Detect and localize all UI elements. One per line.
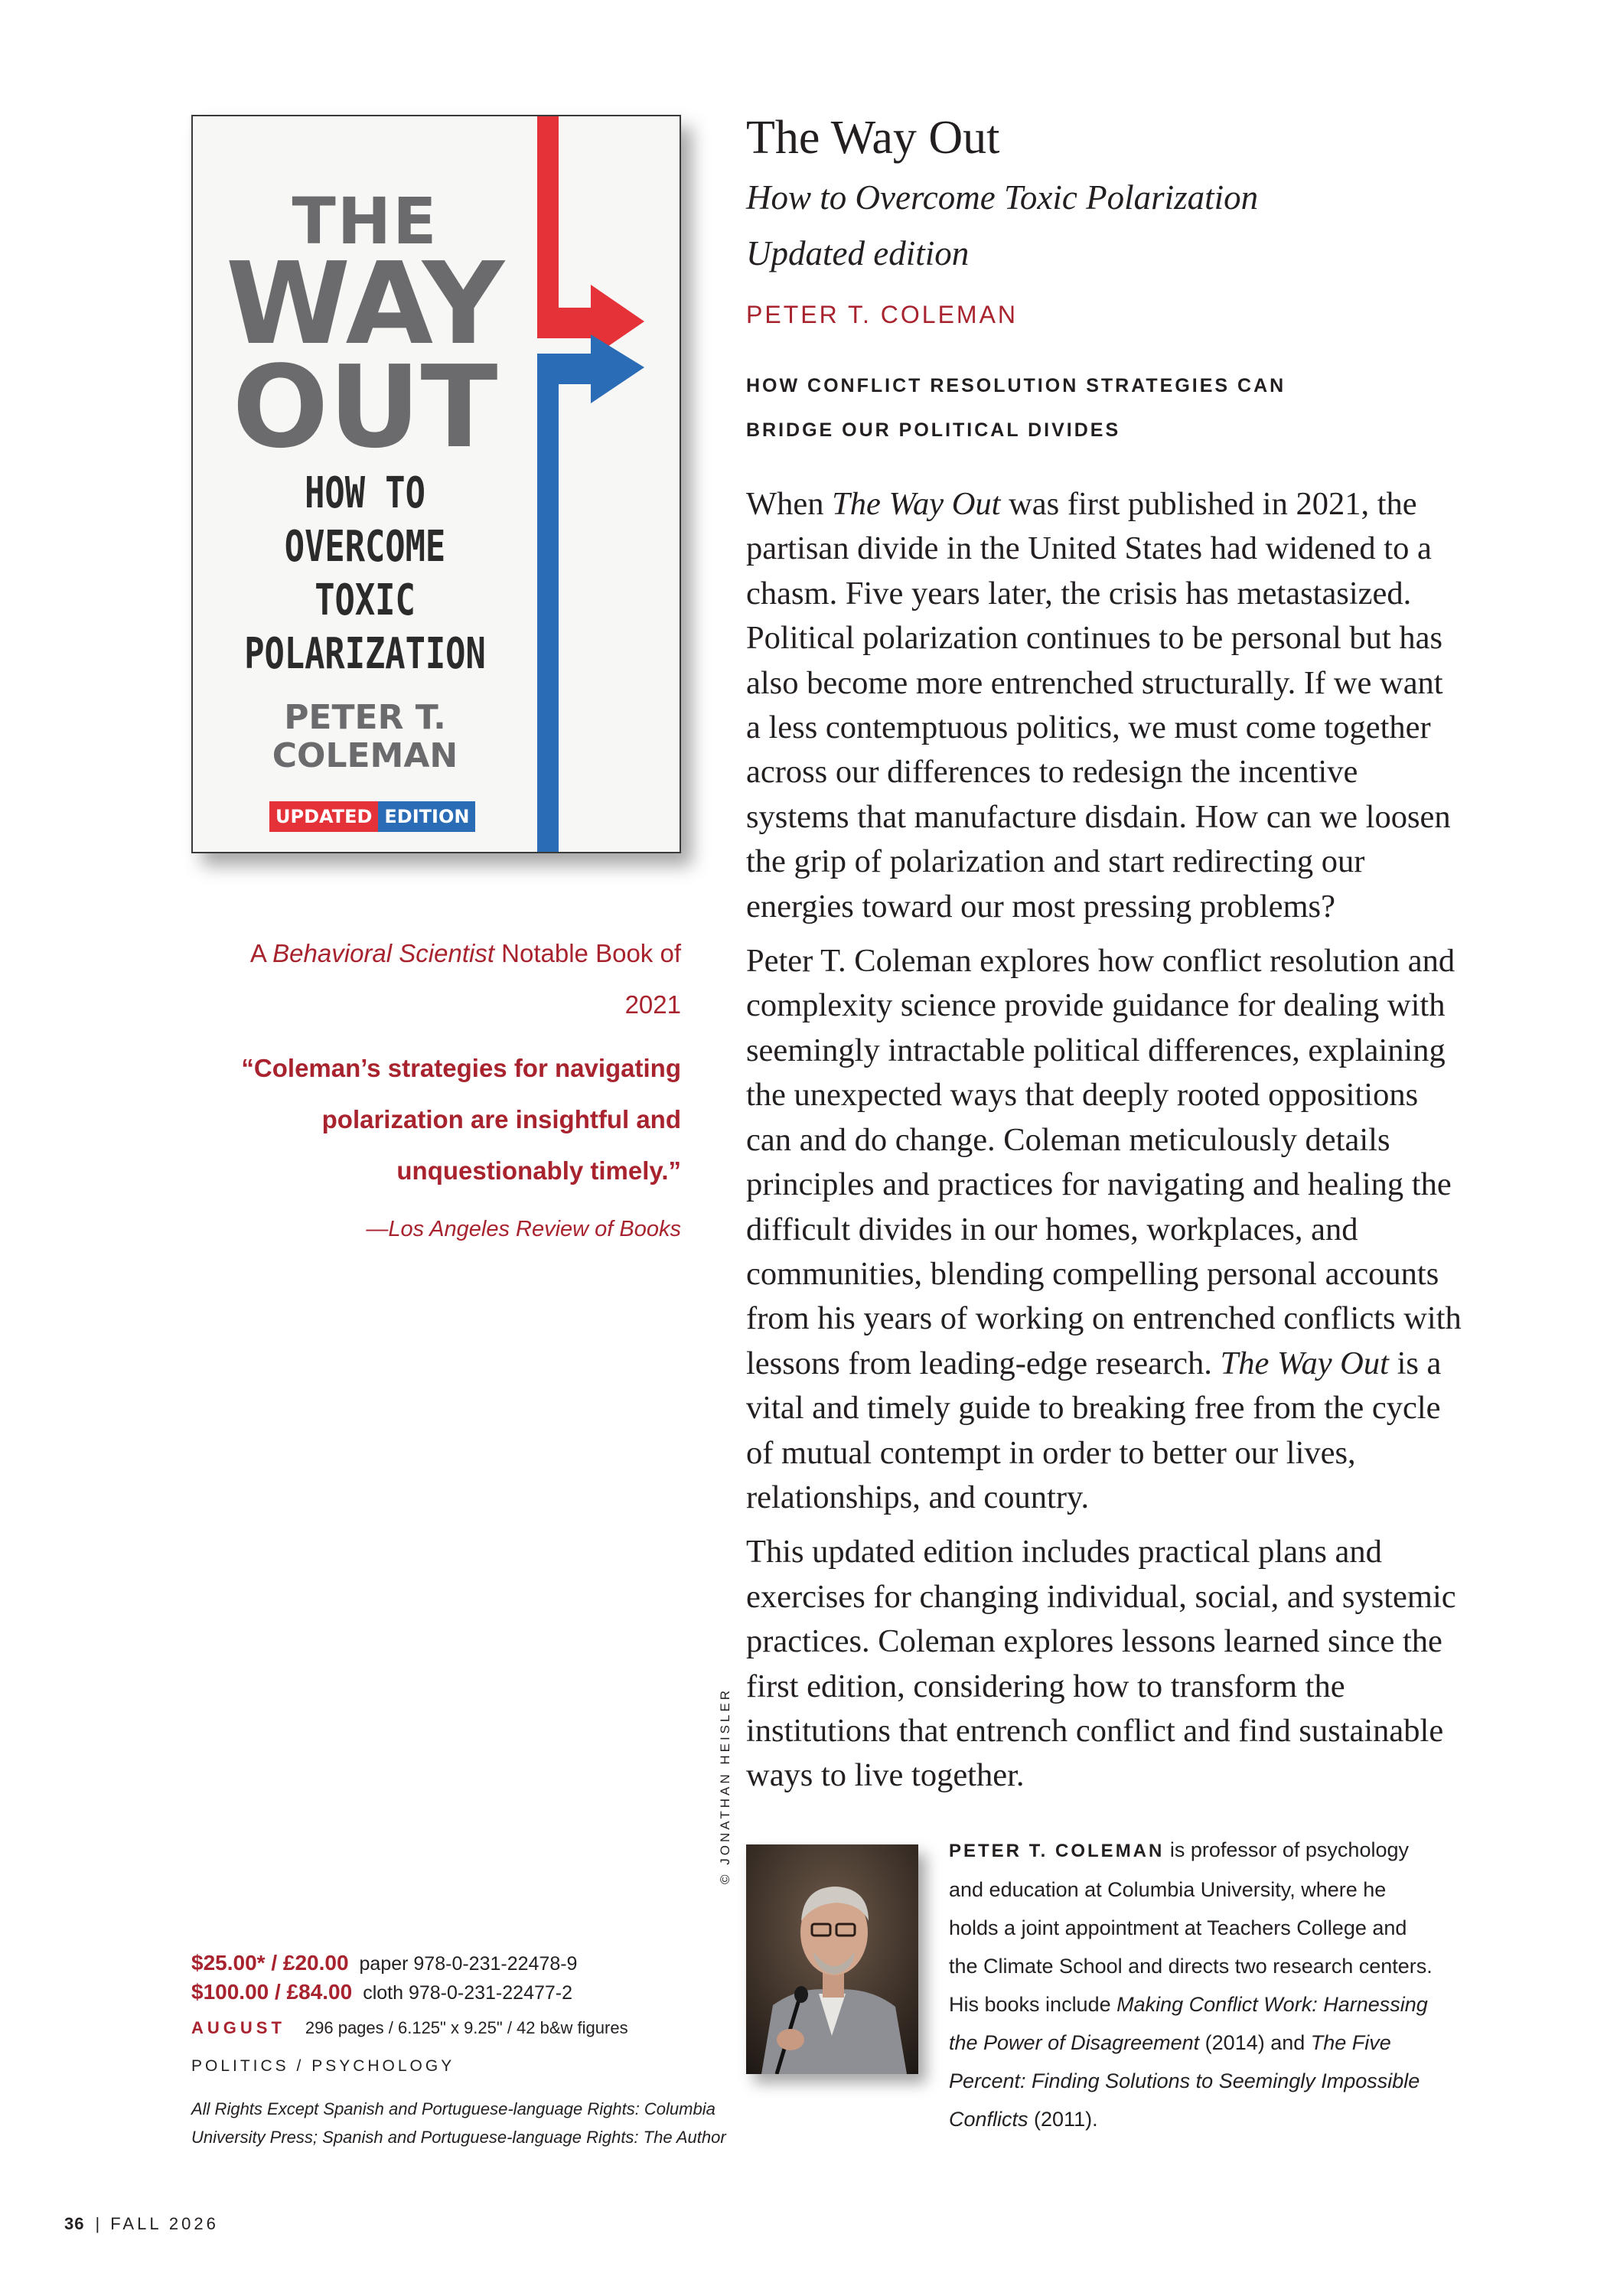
description-paragraph [746,482,1465,929]
title-reference: The Way Out [1220,1345,1389,1381]
book-edition: Updated edition [746,234,970,272]
cover-edition-badge [269,801,475,832]
text-run: Peter T. Coleman explores how conflict resolution and complexity science provide guidance for dealing with seemingly intractable political differences, explaining the unexpected ways that deeply rooted oppositions can and do change. Coleman meticulously details principles and practices for navigating and healing the difficult divides in our homes, workplaces, and communities, blending compelling personal accounts from his years of working on entrenched conflicts with lessons from leading-edge research. [746,943,1462,1381]
accolade [191,928,681,1030]
subject-category: POLITICS / PSYCHOLOGY [191,2057,455,2075]
tagline-line: HOW CONFLICT RESOLUTION STRATEGIES CAN [746,375,1286,396]
accolade-prefix: A [249,939,273,967]
publication-month: AUGUST [191,2018,285,2037]
red-arrow-shape [537,116,644,358]
cover-title-out: OUT [232,341,498,473]
text-run: was first published in 2021, the partisan divide in the United States had widened to a chasm. Five years later, the crisis has metastasized. Political polarization continues to be personal but has also become more entrenched structurally. If we want a less contemptuous politics, we must come together across our differences to redesign the incentive systems that manufacture disdain. How can we loosen the grip of polarization and start redirecting our energies toward our most pressing problems? [746,486,1451,925]
accolade-suffix: Notable Book of 2021 [494,939,681,1019]
rights-statement: All Rights Except Spanish and Portuguese-language Rights: Columbia University Press; Spanish and Portuguese-language Rights: The Author [191,2099,726,2147]
cover-subtitle-line: HOW TO [305,468,425,518]
price-paper [191,1951,577,1975]
book-specs: 296 pages / 6.125" x 9.25" / 42 b&w figures [305,2018,628,2037]
cover-title-way: WAY [225,238,505,370]
blue-arrow-shape [537,334,644,852]
hand-shape [777,2029,804,2050]
description-paragraph: This updated edition includes practical plans and exercises for changing individual, social, and systemic practices. Coleman explores lessons learned since the first edition, considering how to transform the institutions that entrench conflict and find sustainable ways to live together. [746,1534,1456,1794]
cloth-isbn: cloth 978-0-231-22477-2 [363,1982,573,2004]
book-author: PETER T. COLEMAN [746,301,1019,328]
badge-updated: UPDATED [269,801,378,832]
book-title: The Way Out [746,112,1000,164]
catalog-season: FALL 2026 [110,2214,219,2233]
cover-subtitle-line: TOXIC [315,576,416,625]
text-run: is a vital and timely guide to breaking free from the cycle of mutual contempt in order to better our lives, relationships, and country. [746,1345,1442,1515]
text-run: (2014) and [1199,2031,1311,2054]
paper-price: $25.00* / £20.00 [191,1951,349,1975]
cloth-price: $100.00 / £84.00 [191,1980,353,2004]
book-subtitle: How to Overcome Toxic Polarization [746,178,1259,217]
photo-credit: © JONATHAN HEISLER [718,1687,732,1884]
page-folio [64,2214,219,2234]
cover-art [191,115,681,853]
author-photo [746,1844,918,2074]
bio-author-name: PETER T. COLEMAN [949,1841,1165,1861]
book-cover [191,115,681,853]
book-description [746,482,1465,1808]
text-run: When [746,486,833,522]
badge-edition: EDITION [378,801,475,832]
review-quote: “Coleman’s strategies for navigating polarization are insightful and unquestionably timely.” [241,1054,681,1185]
cover-subtitle-line: OVERCOME [284,522,446,572]
description-paragraph [746,939,1465,1520]
review-source: —Los Angeles Review of Books [366,1217,681,1241]
text-run: (2011). [1028,2108,1098,2131]
book-reference: Making Conflict Work: Harnessing the Power of Disagreement [949,1993,1428,2054]
cover-author-line: PETER T. [284,698,446,737]
publication-info [191,2018,628,2038]
cover-author-line: COLEMAN [272,736,458,775]
accolade-publication: Behavioral Scientist [272,939,494,967]
tagline-line: BRIDGE OUR POLITICAL DIVIDES [746,419,1121,441]
text-run: is professor of psychology and education at Columbia University, where he holds a joint appointment at Teachers College and the Climate School and directs two research centers. His books include [949,1838,1433,2016]
folio-separator: | [95,2214,100,2233]
cover-title-the: THE [292,184,438,259]
price-cloth [191,1980,572,2004]
book-reference: The Five Percent: Finding Solutions to Seemingly Impossible Conflicts [949,2031,1420,2131]
cover-subtitle-line: POLARIZATION [244,629,486,679]
paper-isbn: paper 978-0-231-22478-9 [359,1953,578,1975]
title-reference: The Way Out [832,486,1001,522]
author-bio [949,1831,1439,2138]
page-number: 36 [64,2214,85,2233]
author-portrait-graphic [746,1844,918,2074]
microphone-head [794,1986,808,2003]
